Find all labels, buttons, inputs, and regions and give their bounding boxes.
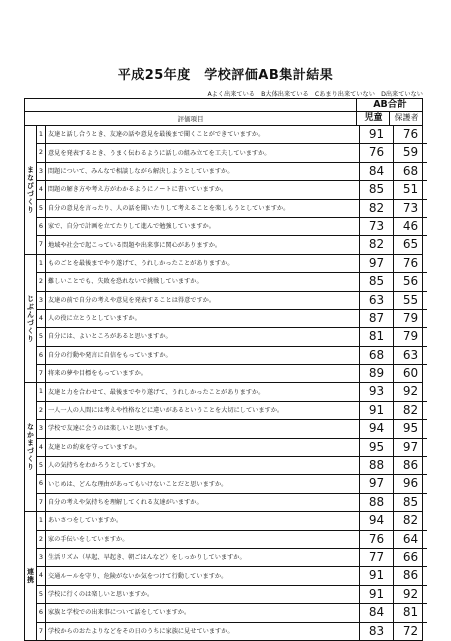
rating-legend: Aよく出来ている B大体出来ている Cあまり出来ていない D出来ていない bbox=[207, 91, 423, 98]
child-score: 83 bbox=[359, 623, 393, 640]
table-row bbox=[37, 163, 427, 181]
parent-score: 85 bbox=[393, 494, 427, 511]
table-row bbox=[37, 218, 427, 236]
table-row bbox=[37, 292, 427, 310]
row-item-text: 家で、自分で計画を立てたりして進んで勉強していますか。 bbox=[48, 223, 215, 231]
child-score: 68 bbox=[359, 347, 393, 364]
table-row bbox=[37, 623, 427, 640]
table-row bbox=[37, 383, 427, 401]
table-section bbox=[24, 125, 423, 254]
child-score: 97 bbox=[359, 475, 393, 492]
row-item-text: 学校で友達に会うのは楽しいと思いますか。 bbox=[48, 425, 172, 433]
child-score: 85 bbox=[359, 273, 393, 290]
row-number: 7 bbox=[37, 365, 46, 382]
table-row bbox=[37, 255, 427, 273]
row-item-text: 友達との約束を守っていますか。 bbox=[48, 443, 141, 451]
parent-score: 59 bbox=[393, 144, 427, 161]
row-number: 6 bbox=[37, 475, 46, 492]
page-title: 平成25年度 学校評価AB集計結果 bbox=[117, 68, 334, 83]
table-row bbox=[37, 420, 427, 438]
parent-score: 76 bbox=[393, 255, 427, 272]
table-row bbox=[37, 144, 427, 162]
parent-score: 51 bbox=[393, 181, 427, 198]
table-row bbox=[37, 475, 427, 493]
table-row bbox=[37, 347, 427, 365]
row-item-text: 学校に行くのは楽しいと思いますか。 bbox=[48, 590, 154, 598]
ab-total-header: AB合計 bbox=[356, 99, 423, 112]
table-row bbox=[37, 512, 427, 530]
child-score: 91 bbox=[359, 402, 393, 419]
row-item-text: 自分の意見を言ったり、人の話を聞いたりして考えることを楽しもうとしていますか。 bbox=[48, 204, 290, 212]
parent-score: 65 bbox=[393, 236, 427, 253]
child-score: 76 bbox=[359, 531, 393, 548]
parent-score: 64 bbox=[393, 531, 427, 548]
parent-score: 81 bbox=[393, 604, 427, 621]
parent-score: 86 bbox=[393, 567, 427, 584]
table-section bbox=[24, 382, 423, 511]
row-number: 7 bbox=[37, 494, 46, 511]
table-row bbox=[37, 126, 427, 144]
child-score: 76 bbox=[359, 144, 393, 161]
parent-score: 63 bbox=[393, 347, 427, 364]
child-score: 73 bbox=[359, 218, 393, 235]
child-score: 82 bbox=[359, 200, 393, 217]
row-item-text: 自分には、よいところがあると思いますか。 bbox=[48, 333, 172, 341]
row-number: 2 bbox=[37, 273, 46, 290]
row-number: 1 bbox=[37, 126, 46, 143]
row-item-text: あいさつをしていますか。 bbox=[48, 517, 123, 525]
table-row bbox=[37, 236, 427, 253]
row-item-text: 将来の夢や目標をもっていますか。 bbox=[48, 370, 147, 378]
row-item-text: 問題の解き方や考え方がわかるようにノートに書いていますか。 bbox=[48, 186, 228, 194]
row-number: 3 bbox=[37, 420, 46, 437]
row-item-text: 友達と力を合わせて、最後までやり遂げて、うれしかったことがありますか。 bbox=[48, 388, 265, 396]
table-row bbox=[37, 439, 427, 457]
child-score: 77 bbox=[359, 549, 393, 566]
parent-score: 96 bbox=[393, 475, 427, 492]
parent-score: 92 bbox=[393, 586, 427, 603]
section-rows bbox=[37, 255, 427, 383]
child-score: 81 bbox=[359, 328, 393, 345]
row-number: 1 bbox=[37, 255, 46, 272]
parent-score: 79 bbox=[393, 310, 427, 327]
parent-score: 79 bbox=[393, 328, 427, 345]
row-item-text: 家族と学校での出来事について話をしていますか。 bbox=[48, 609, 191, 617]
row-item-text: 学校からのおたよりなどをその日のうちに家族に見せていますか。 bbox=[48, 627, 234, 635]
child-score: 91 bbox=[359, 126, 393, 143]
row-number: 7 bbox=[37, 623, 46, 640]
row-number: 5 bbox=[37, 328, 46, 345]
section-label: なかまづくり bbox=[25, 383, 37, 511]
table-row bbox=[37, 310, 427, 328]
table-row bbox=[37, 531, 427, 549]
child-score: 85 bbox=[359, 181, 393, 198]
parent-score: 56 bbox=[393, 273, 427, 290]
row-number: 6 bbox=[37, 604, 46, 621]
row-number: 6 bbox=[37, 347, 46, 364]
row-number: 4 bbox=[37, 567, 46, 584]
row-item-text: 自分の行動や発言に自信をもっていますか。 bbox=[48, 351, 172, 359]
parent-score: 82 bbox=[393, 512, 427, 529]
row-number: 2 bbox=[37, 531, 46, 548]
row-item-text: 意見を発表するとき、うまく伝わるように話しの組み立てを工夫していますか。 bbox=[48, 149, 271, 157]
row-number: 5 bbox=[37, 586, 46, 603]
row-item-text: 一人一人の人間には考えや性格などに違いがあるということを大切にしていますか。 bbox=[48, 407, 284, 415]
section-label: じぶんづくり bbox=[25, 255, 37, 383]
child-score: 63 bbox=[359, 292, 393, 309]
table-row bbox=[37, 567, 427, 585]
parent-score: 76 bbox=[393, 126, 427, 143]
row-number: 7 bbox=[37, 236, 46, 253]
table-row bbox=[37, 273, 427, 291]
results-table bbox=[24, 98, 423, 641]
table-row bbox=[37, 328, 427, 346]
row-number: 4 bbox=[37, 181, 46, 198]
row-number: 4 bbox=[37, 439, 46, 456]
row-item-text: 友達の前で自分の考えや意見を発表することは得意ですか。 bbox=[48, 296, 216, 304]
table-section bbox=[24, 511, 423, 641]
table-row bbox=[37, 604, 427, 622]
row-number: 3 bbox=[37, 549, 46, 566]
section-rows bbox=[37, 383, 427, 511]
child-score: 93 bbox=[359, 383, 393, 400]
row-item-text: 問題について、みんなで相談しながら解決しようとしていますか。 bbox=[48, 167, 234, 175]
parent-score: 66 bbox=[393, 549, 427, 566]
child-score: 94 bbox=[359, 512, 393, 529]
child-score: 87 bbox=[359, 310, 393, 327]
table-row bbox=[37, 549, 427, 567]
child-score: 91 bbox=[359, 567, 393, 584]
parent-column-header: 保護者 bbox=[389, 111, 423, 125]
parent-score: 95 bbox=[393, 420, 427, 437]
parent-score: 86 bbox=[393, 457, 427, 474]
table-row bbox=[37, 200, 427, 218]
table-body bbox=[24, 125, 423, 641]
child-score: 91 bbox=[359, 586, 393, 603]
row-number: 5 bbox=[37, 200, 46, 217]
table-row bbox=[37, 365, 427, 382]
parent-score: 73 bbox=[393, 200, 427, 217]
row-number: 2 bbox=[37, 144, 46, 161]
row-item-text: 生活リズム（早起、早起き、朝ごはんなど）をしっかりしていますか。 bbox=[48, 554, 246, 562]
child-score: 89 bbox=[359, 365, 393, 382]
row-number: 6 bbox=[37, 218, 46, 235]
section-rows bbox=[37, 126, 427, 254]
item-column-header: 評価項目 bbox=[25, 111, 356, 126]
parent-score: 97 bbox=[393, 439, 427, 456]
table-row bbox=[37, 181, 427, 199]
table-row bbox=[37, 586, 427, 604]
row-number: 1 bbox=[37, 383, 46, 400]
row-item-text: 自分の考えや気持ちを理解してくれる友達がいますか。 bbox=[48, 499, 203, 506]
row-item-text: ものごとを最後までやり遂げて、うれしかったことがありますか。 bbox=[48, 259, 234, 267]
parent-score: 46 bbox=[393, 218, 427, 235]
row-item-text: 人の気持ちをわかろうとしていますか。 bbox=[48, 462, 160, 470]
row-item-text: いじめは、どんな理由があってもいけないことだと思いますか。 bbox=[48, 480, 228, 488]
child-score: 84 bbox=[359, 604, 393, 621]
row-item-text: 家の手伝いをしていますか。 bbox=[48, 535, 129, 543]
child-score: 95 bbox=[359, 439, 393, 456]
row-number: 1 bbox=[37, 512, 46, 529]
row-item-text: 難しいことでも、失敗を恐れないで挑戦していますか。 bbox=[48, 278, 203, 286]
parent-score: 68 bbox=[393, 163, 427, 180]
child-score: 88 bbox=[359, 494, 393, 511]
row-number: 4 bbox=[37, 310, 46, 327]
parent-score: 82 bbox=[393, 402, 427, 419]
row-item-text: 交通ルールを守り、危険がないか気をつけて行動していますか。 bbox=[48, 572, 228, 580]
row-number: 3 bbox=[37, 292, 46, 309]
row-number: 2 bbox=[37, 402, 46, 419]
child-score: 97 bbox=[359, 255, 393, 272]
row-number: 5 bbox=[37, 457, 46, 474]
row-item-text: 人の役に立とうとしていますか。 bbox=[48, 315, 141, 323]
parent-score: 92 bbox=[393, 383, 427, 400]
child-score: 94 bbox=[359, 420, 393, 437]
child-score: 84 bbox=[359, 163, 393, 180]
section-label: まなびづくり bbox=[25, 126, 37, 254]
table-header bbox=[24, 98, 423, 125]
child-column-header: 児童 bbox=[356, 111, 390, 125]
table-row bbox=[37, 494, 427, 511]
row-item-text: 友達と話し合うとき、友達の話や意見を最後まで聞くことができていますか。 bbox=[48, 131, 265, 139]
parent-score: 55 bbox=[393, 292, 427, 309]
table-row bbox=[37, 457, 427, 475]
table-row bbox=[37, 402, 427, 420]
row-number: 3 bbox=[37, 163, 46, 180]
parent-score: 60 bbox=[393, 365, 427, 382]
table-section bbox=[24, 254, 423, 383]
child-score: 82 bbox=[359, 236, 393, 253]
row-item-text: 地域や社会で起こっている問題や出来事に関心がありますか。 bbox=[48, 241, 222, 249]
section-label: 連携 bbox=[25, 512, 37, 640]
child-score: 88 bbox=[359, 457, 393, 474]
section-rows bbox=[37, 512, 427, 640]
parent-score: 72 bbox=[393, 623, 427, 640]
